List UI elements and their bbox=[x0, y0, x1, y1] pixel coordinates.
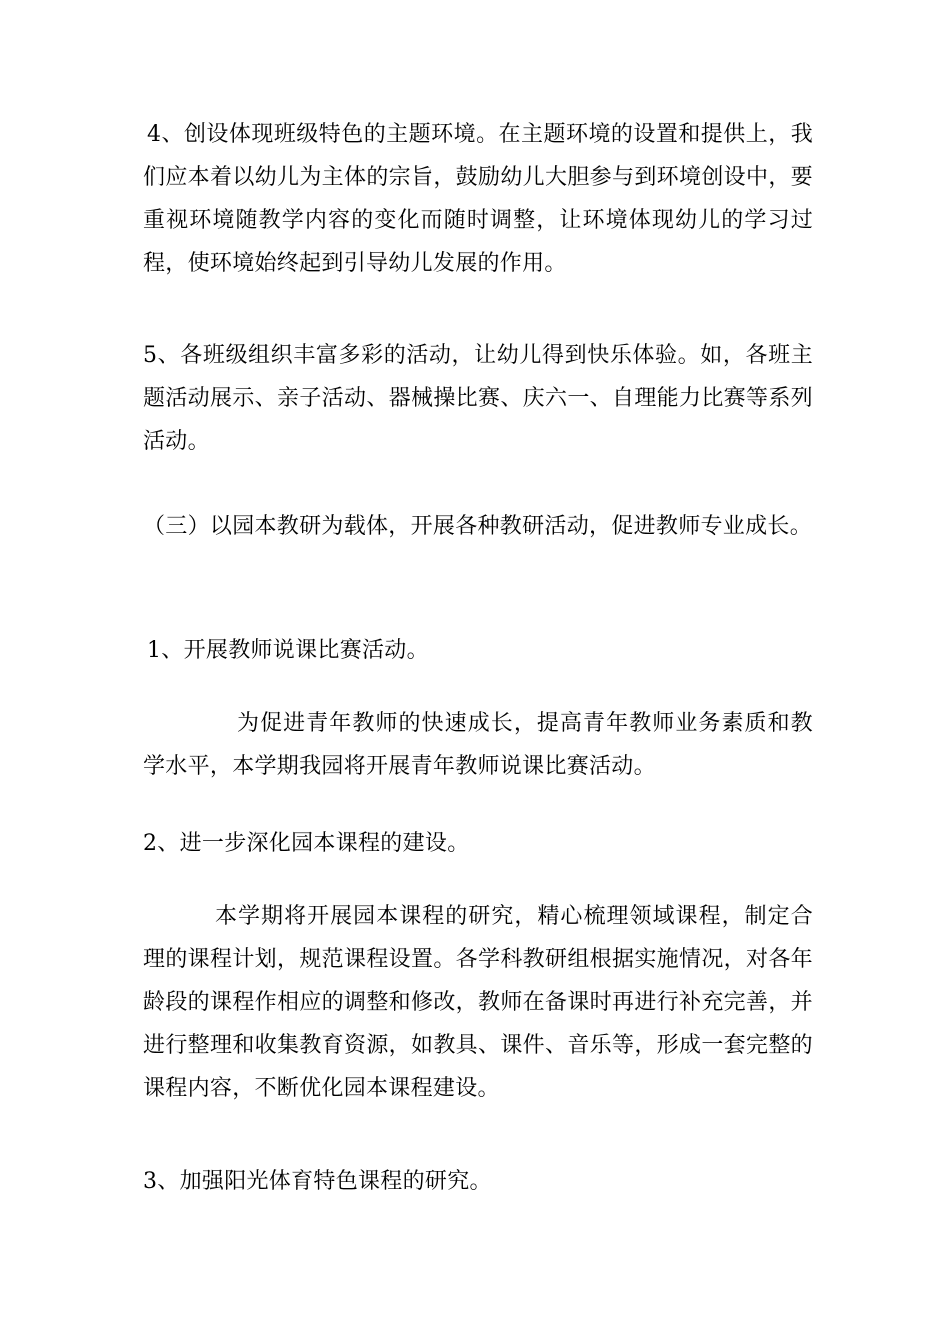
section-heading-teaching-research: （三）以园本教研为载体，开展各种教研活动，促进教师专业成长。 bbox=[143, 514, 813, 539]
paragraph-theme-environment: 4、创设体现班级特色的主题环境。在主题环境的设置和提供上，我们应本着以幼儿为主体的宗旨，鼓励幼儿大胆参与到环境创设中，要重视环境随教学内容的变化而随时调整，让环境体现幼儿的学习过程，使环境始终起到引导幼儿发展的作用。 bbox=[143, 122, 813, 276]
paragraph-lecture-contest: 为促进青年教师的快速成长，提高青年教师业务素质和教学水平，本学期我园将开展青年教师说课比赛活动。 bbox=[143, 711, 813, 779]
paragraph-class-activities: 5、各班级组织丰富多彩的活动，让幼儿得到快乐体验。如，各班主题活动展示、亲子活动、器械操比赛、庆六一、自理能力比赛等系列活动。 bbox=[143, 343, 813, 454]
item-heading-lecture-contest: 1、开展教师说课比赛活动。 bbox=[147, 638, 429, 663]
item-heading-sports-curriculum: 3、加强阳光体育特色课程的研究。 bbox=[143, 1169, 492, 1194]
item-heading-curriculum: 2、进一步深化园本课程的建设。 bbox=[143, 831, 470, 856]
paragraph-curriculum: 本学期将开展园本课程的研究，精心梳理领域课程，制定合理的课程计划，规范课程设置。各学科教研组根据实施情况，对各年龄段的课程作相应的调整和修改，教师在备课时再进行补充完善，并进行整理和收集教育资源，如教具、课件、音乐等，形成一套完整的课程内容，不断优化园本课程建设。 bbox=[143, 904, 813, 1101]
